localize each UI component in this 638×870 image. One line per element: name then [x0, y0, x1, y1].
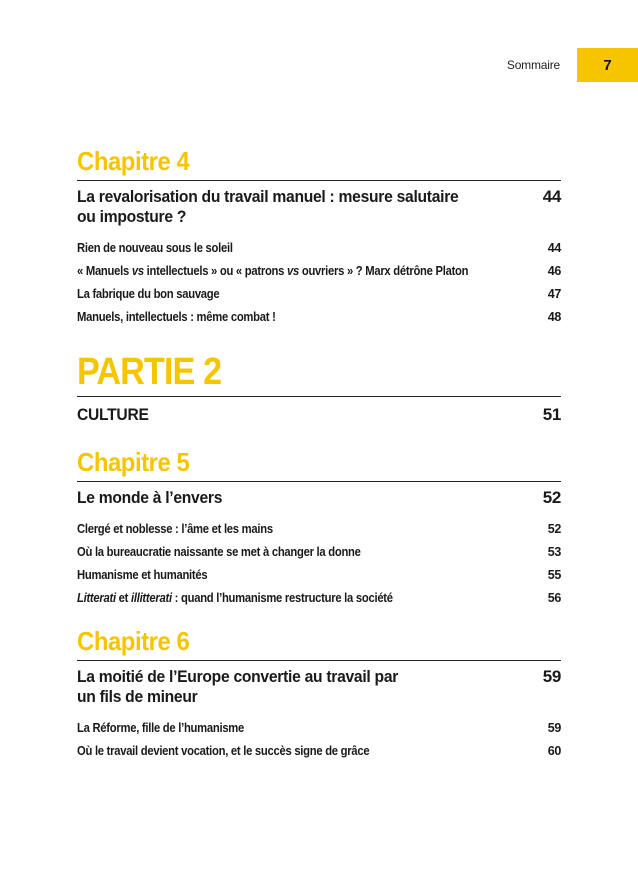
list-item[interactable]: [77, 260, 561, 283]
entry-title: « Manuels vs intellectuels » ou « patrons vs ouvriers » ? Marx détrône Platon: [77, 264, 469, 278]
list-item[interactable]: [77, 541, 561, 564]
page-ref: 59: [542, 667, 561, 686]
page-ref: 51: [542, 405, 561, 424]
entry-title: La Réforme, fille de l’humanisme: [77, 721, 245, 735]
page-ref: 46: [547, 264, 561, 278]
chapter-main-title: Le monde à l’envers: [77, 488, 223, 507]
list-item[interactable]: [77, 587, 561, 610]
page-ref: 47: [547, 287, 561, 301]
divider: [77, 396, 561, 397]
list-item[interactable]: [77, 740, 561, 763]
entry-title: Rien de nouveau sous le soleil: [77, 241, 233, 255]
list-item[interactable]: [77, 306, 561, 329]
entry-title: Humanisme et humanités: [77, 568, 208, 582]
chapter-main-entry[interactable]: [77, 667, 561, 707]
chapter-main-entry[interactable]: [77, 187, 561, 227]
page-ref: 48: [547, 310, 561, 324]
entry-title: Litterati et illitterati : quand l’humanisme restructure la société: [77, 591, 393, 605]
divider: [77, 481, 561, 482]
page-ref: 53: [547, 545, 561, 559]
chapter-title: Chapitre 5: [77, 447, 190, 477]
entry-title: Où le travail devient vocation, et le succès signe de grâce: [77, 744, 370, 758]
page-ref: 59: [547, 721, 561, 735]
list-item[interactable]: [77, 717, 561, 740]
list-item[interactable]: [77, 237, 561, 260]
page-ref: 44: [542, 187, 561, 206]
page-ref: 52: [542, 488, 561, 507]
chapter-5-section: [77, 447, 561, 610]
list-item[interactable]: [77, 283, 561, 306]
chapter-main-title: La revalorisation du travail manuel : mesure salutaire ou imposture ?: [77, 187, 459, 226]
entry-title: Manuels, intellectuels : même combat !: [77, 310, 276, 324]
page-ref: 55: [547, 568, 561, 582]
chapter-4-section: [77, 146, 561, 329]
list-item[interactable]: [77, 564, 561, 587]
entry-title: Où la bureaucratie naissante se met à changer la donne: [77, 545, 361, 559]
part-title: PARTIE 2: [77, 351, 222, 393]
section-list: [77, 237, 561, 329]
chapter-title: Chapitre 6: [77, 626, 190, 656]
page-number-badge: 7: [577, 48, 638, 82]
section-list: [77, 717, 561, 763]
list-item[interactable]: [77, 518, 561, 541]
section-list: [77, 518, 561, 610]
part-main-title: CULTURE: [77, 405, 149, 424]
page-ref: 60: [547, 744, 561, 758]
chapter-main-entry[interactable]: [77, 488, 561, 508]
page-ref: 56: [547, 591, 561, 605]
chapter-6-section: [77, 626, 561, 763]
entry-title: Clergé et noblesse : l’âme et les mains: [77, 522, 273, 536]
page-ref: 44: [547, 241, 561, 255]
entry-title: La fabrique du bon sauvage: [77, 287, 220, 301]
part-main-entry[interactable]: [77, 405, 561, 425]
chapter-main-title: La moitié de l’Europe convertie au travail par un fils de mineur: [77, 667, 399, 706]
divider: [77, 180, 561, 181]
running-header: Sommaire: [506, 58, 560, 72]
chapter-title: Chapitre 4: [77, 146, 190, 176]
divider: [77, 660, 561, 661]
part-2-section: [77, 352, 561, 425]
page-ref: 52: [547, 522, 561, 536]
